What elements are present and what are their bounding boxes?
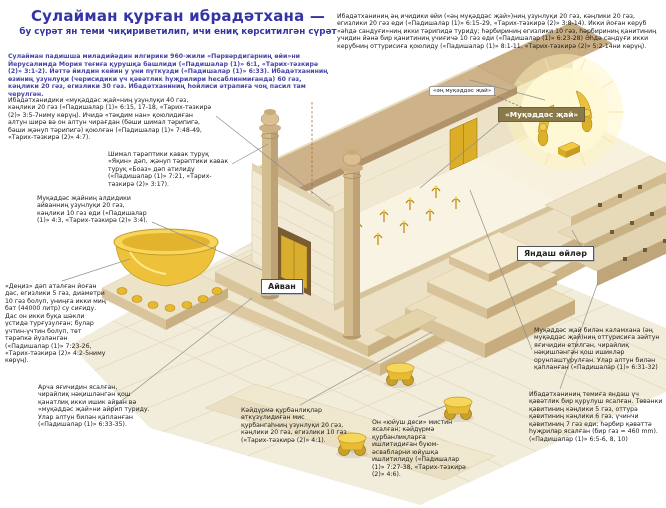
label-porch: Айван	[261, 279, 303, 294]
note-bronze-altar: Кәйдүрмә қурбанлиқлар өткүзүлидиған мис қурбангаһниң узунлуқи 20 гәз, кәңлики 20 гәз, егизлики 10 гәз («Тарих-тәзкирә (2)» 4:1).	[241, 407, 347, 444]
pillar-boaz	[341, 149, 363, 340]
note-most-holy-place: Ибадәтханиниң әң ичидики өйи («әң муқәддәс җай»)ниң узунлуқи 20 гәз, кәңлики 20 гәз, егизлики 20 гәз еди («Падишалар (1)» 6:15-29, «Тарих-тәзкирә (2)» 3:8-14). Икки йоған керуб «әһдә сандуғи»ниң икки тәрипидә туриду; һәрбириниң егизлики 10 гәз, һәрбириниң қанитиниң учидин йәнә бир қанитиниң учиғичә 10 гәз еди («Падишалар (1)» 6:23-28) Әһдә сандуғи икки керубниң оттурисиға қоюлиду («Падишалар (1)» 8:1-11, «Тарих-тәзкирә (2)» 5:2-14ни көрүң).	[337, 13, 657, 50]
header	[12, 7, 344, 37]
intro-paragraph: Сулайман падишша миладийәдин илгирики 960-жили «Пәрвәрдигарниң өйи»ни Йерусалимда Мория теғиға қурушқа башлиди («Падишалар (1)» 6:1, «Тарих-тәзкирә (2)» 3:1-2). Йәттә йилдин кейин у уни пүткүзди («Падишалар (1)» 6:33). Ибадәтханиниң өзиниң узунлуқи (черисидики үч қәвәтлик һуҗрилири һесаблинмиғанда) 60 гәз, кәңлики 20 гәз, егизлики 30 гәз. Ибадәтханиниң һойлиси әтрапиға чоң пасил там черулгән.	[8, 53, 329, 98]
note-pillars: Шимал тәрәптики кавак туруқ «Яқин» дәп, җәнуп тәрәптики кавак туруқ «Боаз» дәп атилиду («Падишалар (1)» 7:21, «Тарих-тәзкирә (2)» 3:17).	[108, 151, 229, 188]
page-subtitle: бу сүрәт ян теми чиқириветилип, ичи ениқ көрситилгән сүрәт	[19, 27, 337, 37]
note-sea: «Деңиз» дәп аталған йоған дас, егизлики 5 гәз, диаметри 10 гәз болуп, униңға икки миң бат (44000 литр) су сиғиду. Дас он икки буқа шәкли үстидә турғузулған; булар үчтин-үчтин болуп, төт тәрәпкә йүзләнгән («Падишалар (1)» 7:23-26, «Тарих-тәзкирә (2)» 4:2-5ниму көрүң).	[5, 283, 106, 365]
note-side-rooms: Ибадәтханиниң темиға яндаш үч қәвәтлик бир қурулуш ясалған. Төвәнки қәвитиниң кәңлики 5 гәз, оттура қәвитиниң кәңлики 6 гәз, үчинчи қәвитиниң 7 гәз еди; һәрбир қәвәттә һуҗрилар ясалған (бир гәз = 460 mm). («Падишалар (1)» 6:5-6, 8, 10)	[529, 391, 663, 443]
pillar-jachin	[259, 109, 281, 300]
note-lavers: Он «юйуш деси» мистин ясалған; кәйдүрмә қурбанлиқларға ишлитидиған буюм-әсвабларни юйушқа ишлитилиду («Падишалар (1)» 7:27-38, «Тарих-тәзкирә (2)» 4:6).	[372, 419, 466, 479]
label-side-rooms: Яндаш өйләр	[517, 246, 594, 261]
label-most-holy-place: «әң муқәддәс җай»	[429, 86, 495, 96]
page-title: Сулайман қурған ибрадәтхана —	[30, 7, 326, 25]
note-porch: Муқәддәс җайниң алдидики айванниң узунлуқи 20 гәз, кәңлики 10 гәз еди («Падишалар (1)» 4:3, «Тарих-тәзкирә (2)» 3:4).	[37, 195, 148, 225]
note-inner-doors: Муқәддәс җай билән каламхана (әң муқәддәс җай)ниң оттурисиға зәйтун яғичидин етилгән, чирайлиқ нәқишләнгән қош ишикләр орунлаштурулған. Улар алтун билән қапланған («Падишалар (1)» 6:31-32)	[534, 327, 660, 372]
label-holy-place: «Муқәддәс җай»	[498, 107, 585, 122]
note-outer-doors: Арча яғичидин ясалған, чирайлиқ нәқишләнгән қош қанатлиқ икки ишик айван вә «муқәддәс җай»ни айрип туриду. Улар алтун билән қапланған («Падишалар (1)» 6:33-35).	[38, 384, 150, 429]
note-holy-place: Ибадәтханидики «муқәддәс җай»ниң узунлуқи 40 гәз, кәңлики 20 гәз («Падишалар (1)» 6:15, 17-18, «Тарих-тәзкирә (2)» 3:5-7ниму көрүң). Ичидә «тәқдим нан» қоюлидиған алтун ширә вә он алтун чирағдан (бәши шимал тәрипигә, бәши җәнуп тәрипигә) қоюлған («Падишалар (1)» 7:48-49, «Тарих-тәзкирә (2)» 4:7).	[8, 97, 212, 142]
